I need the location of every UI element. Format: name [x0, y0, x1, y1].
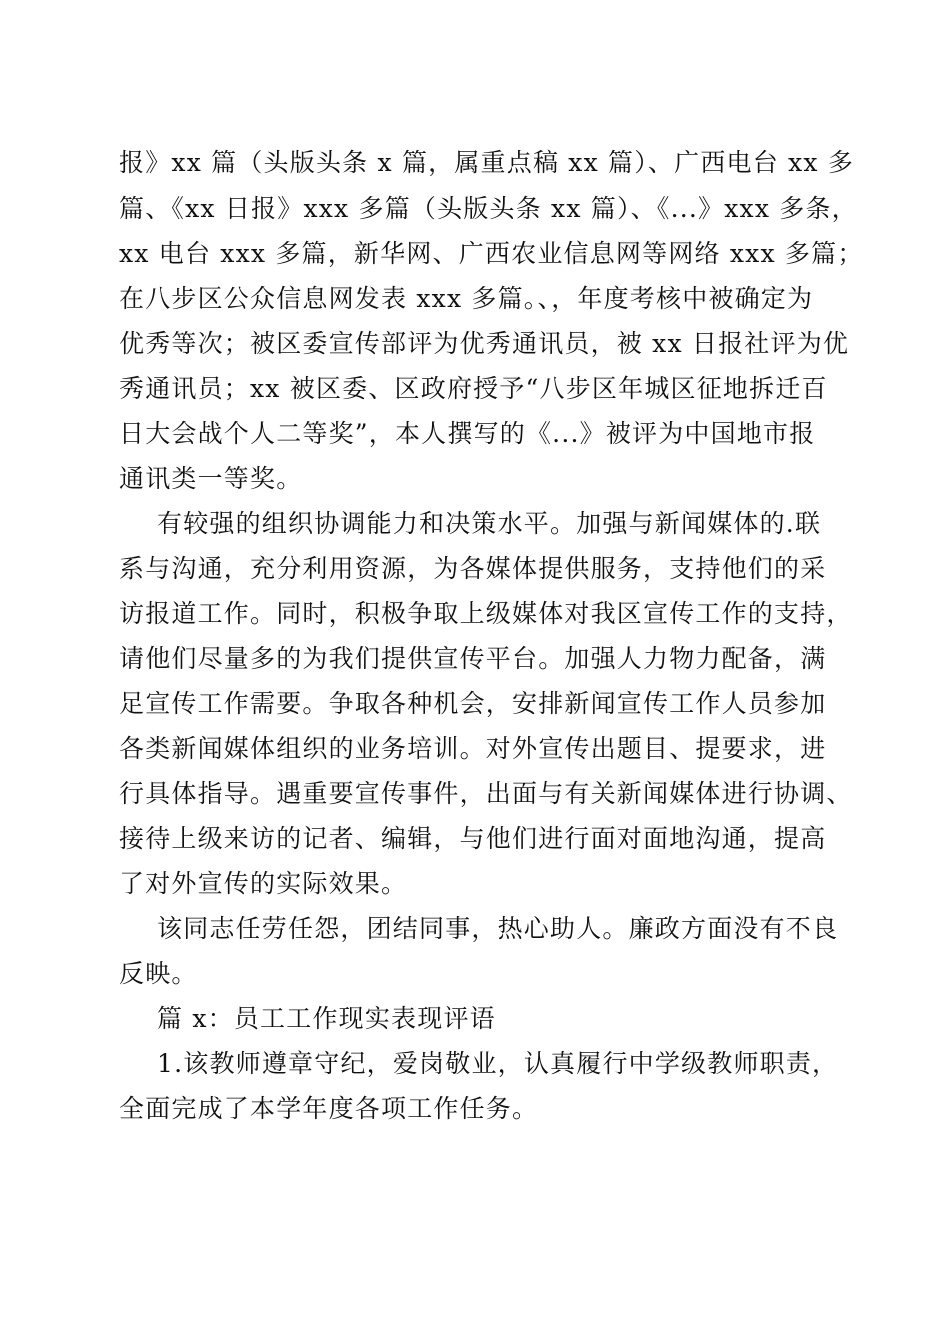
paragraph-1-line-8: 通讯类一等奖。 — [119, 464, 303, 493]
paragraph-1-line-3: xx 电台 xxx 多篇，新华网、广西农业信息网等网络 xxx 多篇； — [119, 239, 864, 268]
paragraph-2-line-7: 行具体指导。遇重要宣传事件，出面与有关新闻媒体进行协调、 — [119, 779, 853, 808]
paragraph-2-line-4: 请他们尽量多的为我们提供宣传平台。加强人力物力配备，满 — [119, 644, 827, 673]
paragraph-2-line-3: 访报道工作。同时，积极争取上级媒体对我区宣传工作的支持， — [119, 599, 853, 628]
section-heading: 篇 x：员工工作现实表现评语 — [157, 1004, 496, 1033]
paragraph-3-line-2: 反映。 — [119, 959, 198, 988]
paragraph-1-line-2: 篇、《xx 日报》xxx 多篇（头版头条 xx 篇）、《...》xxx 多条， — [119, 194, 858, 223]
paragraph-1-line-4: 在八步区公众信息网发表 xxx 多篇。、，年度考核中被确定为 — [119, 284, 814, 313]
paragraph-2-line-8: 接待上级来访的记者、编辑，与他们进行面对面地沟通，提高 — [119, 824, 827, 853]
paragraph-2-line-2: 系与沟通，充分利用资源，为各媒体提供服务，支持他们的采 — [119, 554, 827, 583]
paragraph-1-line-7: 日大会战个人二等奖”，本人撰写的《...》被评为中国地市报 — [119, 419, 816, 448]
paragraph-5-line-1: 1.该教师遵章守纪，爱岗敬业，认真履行中学级教师职责， — [157, 1049, 839, 1078]
paragraph-1-line-1: 报》xx 篇（头版头条 x 篇，属重点稿 xx 篇）、广西电台 xx 多 — [119, 148, 855, 177]
paragraph-5-line-2: 全面完成了本学年度各项工作任务。 — [119, 1094, 539, 1123]
paragraph-2-line-9: 了对外宣传的实际效果。 — [119, 869, 408, 898]
paragraph-1-line-5: 优秀等次；被区委宣传部评为优秀通讯员，被 xx 日报社评为优 — [119, 329, 850, 358]
paragraph-2-line-5: 足宣传工作需要。争取各种机会，安排新闻宣传工作人员参加 — [119, 689, 827, 718]
paragraph-1-line-6: 秀通讯员；xx 被区委、区政府授予“八步区年城区征地拆迁百 — [119, 374, 828, 403]
paragraph-3-line-1: 该同志任劳任怨，团结同事，热心助人。廉政方面没有不良 — [157, 914, 839, 943]
paragraph-2-line-1: 有较强的组织协调能力和决策水平。加强与新闻媒体的.联 — [157, 509, 822, 538]
paragraph-2-line-6: 各类新闻媒体组织的业务培训。对外宣传出题目、提要求，进 — [119, 734, 827, 763]
